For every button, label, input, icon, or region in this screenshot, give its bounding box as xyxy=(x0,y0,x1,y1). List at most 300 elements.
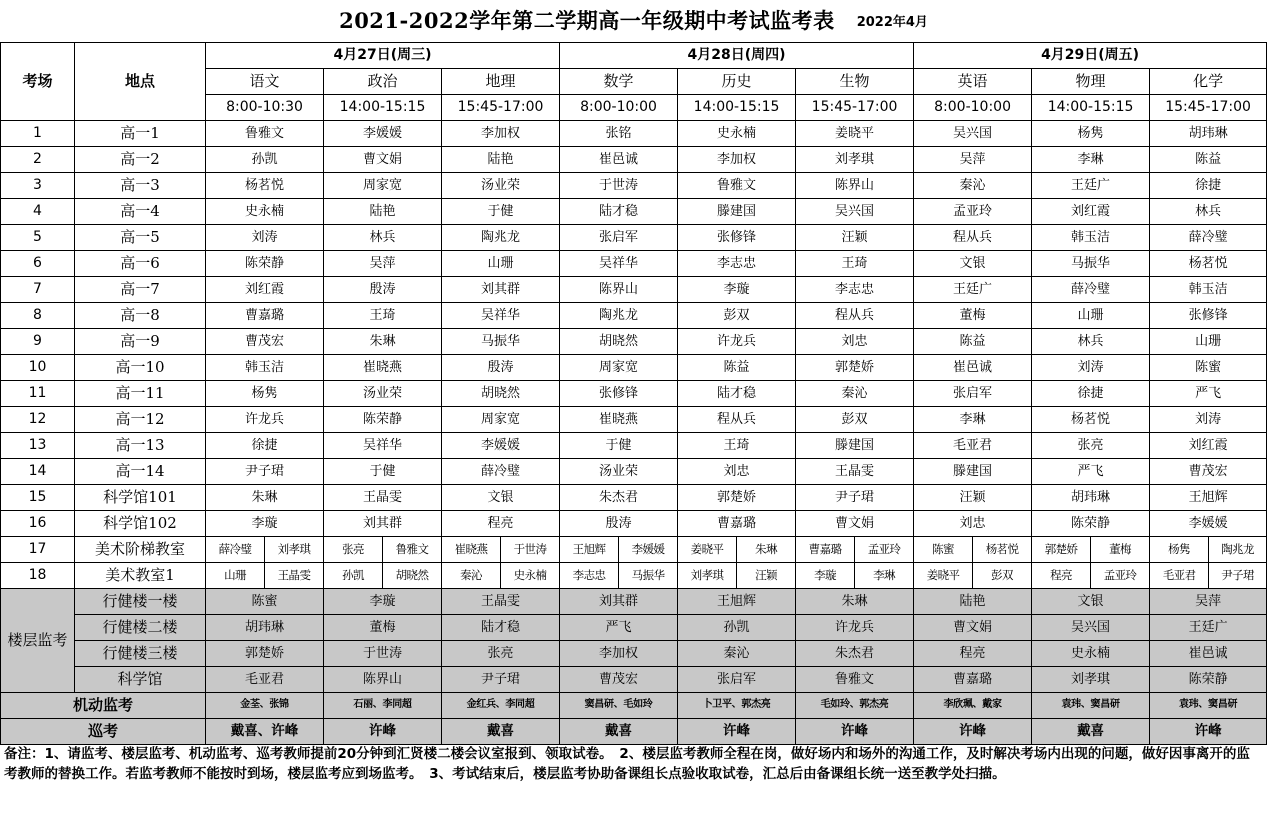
invigilator-cell: 崔邑诚 xyxy=(560,147,678,173)
invigilator-cell: 殷涛 xyxy=(324,277,442,303)
subject-header: 政治 xyxy=(324,69,442,95)
subject-header: 语文 xyxy=(206,69,324,95)
mobile-supervisor-cell: 卜卫平、郭杰亮 xyxy=(678,693,796,719)
invigilator-cell: 史永楠 xyxy=(206,199,324,225)
invigilator-cell: 林兵 xyxy=(1150,199,1267,225)
invigilator-cell: 陶兆龙 xyxy=(1209,537,1267,563)
invigilator-cell: 李媛媛 xyxy=(442,433,560,459)
invigilator-cell: 王琦 xyxy=(796,251,914,277)
mobile-row xyxy=(1,693,1267,719)
invigilator-cell: 徐捷 xyxy=(206,433,324,459)
invigilator-cell: 姜晓平 xyxy=(678,537,737,563)
invigilator-cell: 林兵 xyxy=(324,225,442,251)
invigilator-cell: 李媛媛 xyxy=(1150,511,1267,537)
room-location: 高一3 xyxy=(75,173,206,199)
invigilator-cell: 汤业荣 xyxy=(442,173,560,199)
invigilator-cell: 李加权 xyxy=(678,147,796,173)
floor-supervisor-cell: 严飞 xyxy=(560,615,678,641)
invigilator-cell: 曹嘉璐 xyxy=(796,537,855,563)
invigilator-cell: 陈荣静 xyxy=(324,407,442,433)
floor-supervisor-cell: 许龙兵 xyxy=(796,615,914,641)
invigilator-cell: 彭双 xyxy=(678,303,796,329)
table-row xyxy=(1,381,1267,407)
invigilator-cell: 尹子珺 xyxy=(1209,563,1267,589)
invigilator-cell: 曹茂宏 xyxy=(206,329,324,355)
patrol-row xyxy=(1,719,1267,745)
time-header: 14:00-15:15 xyxy=(678,95,796,121)
floor-supervisor-cell: 崔邑诚 xyxy=(1150,641,1267,667)
floor-supervisor-cell: 陈界山 xyxy=(324,667,442,693)
room-location: 高一8 xyxy=(75,303,206,329)
room-number: 16 xyxy=(1,511,75,537)
floor-supervisor-cell: 曹文娟 xyxy=(914,615,1032,641)
floor-supervisor-cell: 朱杰君 xyxy=(796,641,914,667)
floor-supervisor-cell: 王廷广 xyxy=(1150,615,1267,641)
floor-supervisor-cell: 张亮 xyxy=(442,641,560,667)
room-number: 10 xyxy=(1,355,75,381)
invigilator-cell: 滕建国 xyxy=(678,199,796,225)
time-header: 14:00-15:15 xyxy=(1032,95,1150,121)
invigilator-cell: 薛冷璧 xyxy=(206,537,265,563)
invigilator-cell: 王琦 xyxy=(324,303,442,329)
invigilator-cell: 于健 xyxy=(324,459,442,485)
floor-supervisor-cell: 文银 xyxy=(1032,589,1150,615)
invigilator-cell: 曹嘉璐 xyxy=(206,303,324,329)
invigilator-cell: 陈界山 xyxy=(560,277,678,303)
mobile-supervisor-cell: 窦昌研、毛如玲 xyxy=(560,693,678,719)
subject-header: 地理 xyxy=(442,69,560,95)
invigilator-cell: 张铭 xyxy=(560,121,678,147)
floor-supervision-label: 楼层监考 xyxy=(1,589,75,693)
invigilator-cell: 鲁雅文 xyxy=(206,121,324,147)
patrol-cell: 戴喜、许峰 xyxy=(206,719,324,745)
invigilator-cell: 孙凯 xyxy=(324,563,383,589)
invigilator-cell: 刘忠 xyxy=(678,459,796,485)
invigilator-cell: 马振华 xyxy=(442,329,560,355)
invigilator-cell: 汪颖 xyxy=(914,485,1032,511)
invigilator-cell: 陶兆龙 xyxy=(442,225,560,251)
table-row xyxy=(1,537,1267,563)
mobile-supervisor-cell: 石丽、李同超 xyxy=(324,693,442,719)
invigilator-cell: 秦沁 xyxy=(442,563,501,589)
invigilator-cell: 史永楠 xyxy=(678,121,796,147)
patrol-cell: 许峰 xyxy=(678,719,796,745)
table-row xyxy=(1,485,1267,511)
invigilator-cell: 朱琳 xyxy=(206,485,324,511)
mobile-supervisor-cell: 李欣珮、戴家 xyxy=(914,693,1032,719)
room-location: 高一2 xyxy=(75,147,206,173)
invigilator-cell: 王廷广 xyxy=(914,277,1032,303)
invigilator-cell: 于世涛 xyxy=(560,173,678,199)
invigilator-cell: 张修锋 xyxy=(560,381,678,407)
invigilator-cell: 李志忠 xyxy=(796,277,914,303)
room-number: 3 xyxy=(1,173,75,199)
invigilator-cell: 山珊 xyxy=(206,563,265,589)
floor-place: 行健楼二楼 xyxy=(75,615,206,641)
table-row xyxy=(1,563,1267,589)
patrol-cell: 许峰 xyxy=(1150,719,1267,745)
invigilator-cell: 崔邑诚 xyxy=(914,355,1032,381)
subject-header: 历史 xyxy=(678,69,796,95)
mobile-label: 机动监考 xyxy=(1,693,206,719)
invigilator-cell: 陆艳 xyxy=(324,199,442,225)
room-number: 15 xyxy=(1,485,75,511)
room-location: 高一4 xyxy=(75,199,206,225)
floor-place: 科学馆 xyxy=(75,667,206,693)
invigilator-cell: 吴萍 xyxy=(324,251,442,277)
invigilator-cell: 王廷广 xyxy=(1032,173,1150,199)
floor-row xyxy=(1,641,1267,667)
invigilator-cell: 徐捷 xyxy=(1150,173,1267,199)
floor-supervisor-cell: 陆才稳 xyxy=(442,615,560,641)
floor-supervisor-cell: 郭楚娇 xyxy=(206,641,324,667)
floor-supervisor-cell: 吴兴国 xyxy=(1032,615,1150,641)
invigilator-cell: 朱杰君 xyxy=(560,485,678,511)
floor-supervisor-cell: 张启军 xyxy=(678,667,796,693)
time-header: 15:45-17:00 xyxy=(1150,95,1267,121)
room-number: 13 xyxy=(1,433,75,459)
patrol-cell: 戴喜 xyxy=(442,719,560,745)
table-row xyxy=(1,173,1267,199)
table-row xyxy=(1,433,1267,459)
time-header: 14:00-15:15 xyxy=(324,95,442,121)
invigilator-cell: 程亮 xyxy=(442,511,560,537)
floor-row xyxy=(1,615,1267,641)
invigilator-cell: 王晶雯 xyxy=(265,563,324,589)
invigilator-cell: 彭双 xyxy=(796,407,914,433)
time-header: 8:00-10:00 xyxy=(560,95,678,121)
floor-supervisor-cell: 秦沁 xyxy=(678,641,796,667)
floor-supervisor-cell: 于世涛 xyxy=(324,641,442,667)
table-row xyxy=(1,511,1267,537)
invigilator-cell: 陈益 xyxy=(914,329,1032,355)
invigilator-cell: 杨隽 xyxy=(1032,121,1150,147)
room-location: 美术阶梯教室 xyxy=(75,537,206,563)
invigilator-cell: 姜晓平 xyxy=(796,121,914,147)
invigilator-cell: 史永楠 xyxy=(501,563,560,589)
invigilator-cell: 李琳 xyxy=(914,407,1032,433)
invigilator-cell: 于世涛 xyxy=(501,537,560,563)
invigilator-cell: 朱琳 xyxy=(324,329,442,355)
invigilator-cell: 李璇 xyxy=(678,277,796,303)
room-number: 4 xyxy=(1,199,75,225)
table-row xyxy=(1,199,1267,225)
invigilator-cell: 陈荣静 xyxy=(206,251,324,277)
invigilator-cell: 李加权 xyxy=(442,121,560,147)
floor-supervisor-cell: 王晶雯 xyxy=(442,589,560,615)
invigilator-cell: 刘孝琪 xyxy=(678,563,737,589)
invigilator-cell: 山珊 xyxy=(442,251,560,277)
invigilator-cell: 李琳 xyxy=(1032,147,1150,173)
invigilator-cell: 刘红霞 xyxy=(206,277,324,303)
header-date-2: 4月28日(周四) xyxy=(560,43,914,69)
invigilator-cell: 杨茗悦 xyxy=(206,173,324,199)
table-row xyxy=(1,277,1267,303)
invigilator-cell: 彭双 xyxy=(973,563,1032,589)
room-location: 高一14 xyxy=(75,459,206,485)
room-number: 18 xyxy=(1,563,75,589)
invigilator-cell: 李媛媛 xyxy=(324,121,442,147)
mobile-supervisor-cell: 毛如玲、郭杰亮 xyxy=(796,693,914,719)
invigilator-cell: 陈蜜 xyxy=(1150,355,1267,381)
patrol-cell: 戴喜 xyxy=(1032,719,1150,745)
invigilator-cell: 曹文娟 xyxy=(324,147,442,173)
invigilator-cell: 胡晓然 xyxy=(383,563,442,589)
floor-supervisor-cell: 陈荣静 xyxy=(1150,667,1267,693)
invigilator-cell: 汤业荣 xyxy=(560,459,678,485)
room-number: 17 xyxy=(1,537,75,563)
invigilator-cell: 姜晓平 xyxy=(914,563,973,589)
invigilator-cell: 汪颖 xyxy=(737,563,796,589)
invigilator-cell: 胡晓然 xyxy=(442,381,560,407)
room-location: 高一7 xyxy=(75,277,206,303)
invigilator-cell: 刘忠 xyxy=(796,329,914,355)
patrol-label: 巡考 xyxy=(1,719,206,745)
invigilator-cell: 秦沁 xyxy=(914,173,1032,199)
invigilator-cell: 吴萍 xyxy=(914,147,1032,173)
room-number: 1 xyxy=(1,121,75,147)
invigilator-cell: 严飞 xyxy=(1150,381,1267,407)
invigilator-cell: 李璇 xyxy=(796,563,855,589)
page-title: 2021-2022学年第二学期高一年级期中考试监考表 xyxy=(339,8,835,33)
invigilator-cell: 曹文娟 xyxy=(796,511,914,537)
room-number: 5 xyxy=(1,225,75,251)
patrol-cell: 许峰 xyxy=(914,719,1032,745)
invigilator-cell: 陆才稳 xyxy=(560,199,678,225)
invigilator-cell: 陈界山 xyxy=(796,173,914,199)
invigilator-cell: 徐捷 xyxy=(1032,381,1150,407)
room-number: 6 xyxy=(1,251,75,277)
invigilator-cell: 朱琳 xyxy=(737,537,796,563)
invigilator-cell: 董梅 xyxy=(914,303,1032,329)
table-row xyxy=(1,251,1267,277)
floor-supervisor-cell: 李加权 xyxy=(560,641,678,667)
floor-supervisor-cell: 吴萍 xyxy=(1150,589,1267,615)
table-row xyxy=(1,329,1267,355)
invigilator-cell: 陈益 xyxy=(678,355,796,381)
invigilator-cell: 程从兵 xyxy=(678,407,796,433)
subject-header: 英语 xyxy=(914,69,1032,95)
floor-supervisor-cell: 王旭辉 xyxy=(678,589,796,615)
invigilator-cell: 尹子珺 xyxy=(796,485,914,511)
invigilator-cell: 山珊 xyxy=(1032,303,1150,329)
header-location: 地点 xyxy=(75,43,206,121)
invigilator-cell: 程亮 xyxy=(1032,563,1091,589)
invigilator-cell: 孟亚玲 xyxy=(914,199,1032,225)
invigilator-cell: 刘其群 xyxy=(442,277,560,303)
room-location: 科学馆101 xyxy=(75,485,206,511)
invigilator-cell: 韩玉洁 xyxy=(206,355,324,381)
invigilator-cell: 文银 xyxy=(442,485,560,511)
mobile-supervisor-cell: 金荃、张锦 xyxy=(206,693,324,719)
header-date-3: 4月29日(周五) xyxy=(914,43,1267,69)
invigilator-cell: 刘涛 xyxy=(206,225,324,251)
invigilator-cell: 郭楚娇 xyxy=(796,355,914,381)
header-date-1: 4月27日(周三) xyxy=(206,43,560,69)
patrol-cell: 许峰 xyxy=(796,719,914,745)
invigilator-cell: 周家宽 xyxy=(324,173,442,199)
invigilator-cell: 张修锋 xyxy=(678,225,796,251)
invigilator-cell: 杨茗悦 xyxy=(1150,251,1267,277)
mobile-supervisor-cell: 袁玮、窦昌研 xyxy=(1032,693,1150,719)
table-row xyxy=(1,121,1267,147)
room-location: 高一10 xyxy=(75,355,206,381)
invigilator-cell: 王晶雯 xyxy=(324,485,442,511)
invigilator-cell: 陈蜜 xyxy=(914,537,973,563)
invigilator-cell: 严飞 xyxy=(1032,459,1150,485)
invigilator-cell: 刘红霞 xyxy=(1032,199,1150,225)
invigilator-cell: 鲁雅文 xyxy=(383,537,442,563)
invigilator-cell: 曹嘉璐 xyxy=(678,511,796,537)
invigilator-cell: 张启军 xyxy=(914,381,1032,407)
invigilator-cell: 刘涛 xyxy=(1150,407,1267,433)
invigilator-cell: 刘其群 xyxy=(324,511,442,537)
room-location: 高一11 xyxy=(75,381,206,407)
invigilator-cell: 刘孝琪 xyxy=(265,537,324,563)
room-number: 11 xyxy=(1,381,75,407)
invigilator-cell: 刘孝琪 xyxy=(796,147,914,173)
invigilator-cell: 杨隽 xyxy=(206,381,324,407)
invigilator-cell: 山珊 xyxy=(1150,329,1267,355)
invigilator-cell: 毛亚君 xyxy=(1150,563,1209,589)
invigilator-cell: 薛冷璧 xyxy=(1150,225,1267,251)
invigilator-cell: 陆才稳 xyxy=(678,381,796,407)
subject-header: 化学 xyxy=(1150,69,1267,95)
invigilator-cell: 杨茗悦 xyxy=(1032,407,1150,433)
room-location: 高一1 xyxy=(75,121,206,147)
subject-header: 生物 xyxy=(796,69,914,95)
invigilator-cell: 马振华 xyxy=(619,563,678,589)
invigilator-cell: 汤业荣 xyxy=(324,381,442,407)
room-location: 高一12 xyxy=(75,407,206,433)
invigilator-cell: 崔晓燕 xyxy=(560,407,678,433)
invigilator-cell: 张亮 xyxy=(324,537,383,563)
invigilator-cell: 张启军 xyxy=(560,225,678,251)
subject-header: 数学 xyxy=(560,69,678,95)
invigilator-cell: 张修锋 xyxy=(1150,303,1267,329)
floor-supervisor-cell: 尹子珺 xyxy=(442,667,560,693)
invigilator-cell: 董梅 xyxy=(1091,537,1150,563)
invigilator-cell: 刘涛 xyxy=(1032,355,1150,381)
invigilation-table xyxy=(0,42,1267,745)
footer-notes: 备注：1、请监考、楼层监考、机动监考、巡考教师提前20分钟到汇贤楼二楼会议室报到、领取试卷。 2、楼层监考教师全程在岗，做好场内和场外的沟通工作，及时解决考场内出现的问题，做好因事离开的监考教师的替换工作。若监考教师不能按时到场，楼层监考应到场监考。 3、考试结束后，楼层监考协助备课组长点验收取试卷，汇总后由备课组长统一送至教学处扫描。 xyxy=(4,746,1250,782)
invigilator-cell: 文银 xyxy=(914,251,1032,277)
invigilator-cell: 吴祥华 xyxy=(560,251,678,277)
invigilator-cell: 陈荣静 xyxy=(1032,511,1150,537)
invigilator-cell: 王旭辉 xyxy=(1150,485,1267,511)
invigilator-cell: 薛冷璧 xyxy=(1032,277,1150,303)
invigilator-cell: 崔晓燕 xyxy=(442,537,501,563)
invigilator-cell: 林兵 xyxy=(1032,329,1150,355)
invigilator-cell: 郭楚娇 xyxy=(678,485,796,511)
invigilator-cell: 胡玮琳 xyxy=(1150,121,1267,147)
invigilator-cell: 吴兴国 xyxy=(796,199,914,225)
floor-supervisor-cell: 史永楠 xyxy=(1032,641,1150,667)
invigilator-cell: 孟亚玲 xyxy=(1091,563,1150,589)
invigilator-cell: 胡玮琳 xyxy=(1032,485,1150,511)
room-location: 科学馆102 xyxy=(75,511,206,537)
floor-supervisor-cell: 胡玮琳 xyxy=(206,615,324,641)
time-header: 15:45-17:00 xyxy=(796,95,914,121)
invigilator-cell: 孙凯 xyxy=(206,147,324,173)
invigilator-cell: 胡晓然 xyxy=(560,329,678,355)
invigilator-cell: 程从兵 xyxy=(796,303,914,329)
invigilator-cell: 吴兴国 xyxy=(914,121,1032,147)
invigilator-cell: 周家宽 xyxy=(560,355,678,381)
floor-supervisor-cell: 毛亚君 xyxy=(206,667,324,693)
table-row xyxy=(1,355,1267,381)
floor-supervisor-cell: 曹茂宏 xyxy=(560,667,678,693)
title-row xyxy=(0,0,1267,42)
table-row xyxy=(1,459,1267,485)
invigilator-cell: 王旭辉 xyxy=(560,537,619,563)
time-header: 8:00-10:00 xyxy=(914,95,1032,121)
invigilator-cell: 王琦 xyxy=(678,433,796,459)
table-row xyxy=(1,407,1267,433)
invigilator-cell: 薛冷璧 xyxy=(442,459,560,485)
room-number: 8 xyxy=(1,303,75,329)
floor-supervisor-cell: 董梅 xyxy=(324,615,442,641)
table-row xyxy=(1,225,1267,251)
invigilator-cell: 韩玉洁 xyxy=(1032,225,1150,251)
invigilator-cell: 李璇 xyxy=(206,511,324,537)
floor-supervisor-cell: 孙凯 xyxy=(678,615,796,641)
invigilator-cell: 陈益 xyxy=(1150,147,1267,173)
invigilator-cell: 刘红霞 xyxy=(1150,433,1267,459)
invigilator-cell: 滕建国 xyxy=(796,433,914,459)
invigilator-cell: 于健 xyxy=(560,433,678,459)
patrol-cell: 许峰 xyxy=(324,719,442,745)
room-location: 高一5 xyxy=(75,225,206,251)
mobile-supervisor-cell: 袁玮、窦昌研 xyxy=(1150,693,1267,719)
table-row xyxy=(1,147,1267,173)
floor-supervisor-cell: 朱琳 xyxy=(796,589,914,615)
invigilator-cell: 许龙兵 xyxy=(206,407,324,433)
invigilator-cell: 许龙兵 xyxy=(678,329,796,355)
floor-supervisor-cell: 李璇 xyxy=(324,589,442,615)
invigilator-cell: 汪颖 xyxy=(796,225,914,251)
floor-place: 行健楼三楼 xyxy=(75,641,206,667)
invigilator-cell: 陶兆龙 xyxy=(560,303,678,329)
invigilator-cell: 刘忠 xyxy=(914,511,1032,537)
invigilator-cell: 陆艳 xyxy=(442,147,560,173)
invigilator-cell: 于健 xyxy=(442,199,560,225)
floor-row xyxy=(1,589,1267,615)
room-location: 美术教室1 xyxy=(75,563,206,589)
invigilator-cell: 周家宽 xyxy=(442,407,560,433)
patrol-cell: 戴喜 xyxy=(560,719,678,745)
mobile-supervisor-cell: 金红兵、李同超 xyxy=(442,693,560,719)
time-header: 15:45-17:00 xyxy=(442,95,560,121)
invigilator-cell: 韩玉洁 xyxy=(1150,277,1267,303)
invigilator-cell: 马振华 xyxy=(1032,251,1150,277)
time-header: 8:00-10:30 xyxy=(206,95,324,121)
room-location: 高一6 xyxy=(75,251,206,277)
header-room: 考场 xyxy=(1,43,75,121)
invigilator-cell: 崔晓燕 xyxy=(324,355,442,381)
floor-row xyxy=(1,667,1267,693)
floor-supervisor-cell: 程亮 xyxy=(914,641,1032,667)
invigilator-cell: 杨隽 xyxy=(1150,537,1209,563)
subject-header: 物理 xyxy=(1032,69,1150,95)
invigilator-cell: 毛亚君 xyxy=(914,433,1032,459)
room-location: 高一13 xyxy=(75,433,206,459)
room-number: 2 xyxy=(1,147,75,173)
invigilator-cell: 李琳 xyxy=(855,563,914,589)
room-number: 12 xyxy=(1,407,75,433)
room-number: 9 xyxy=(1,329,75,355)
room-number: 7 xyxy=(1,277,75,303)
